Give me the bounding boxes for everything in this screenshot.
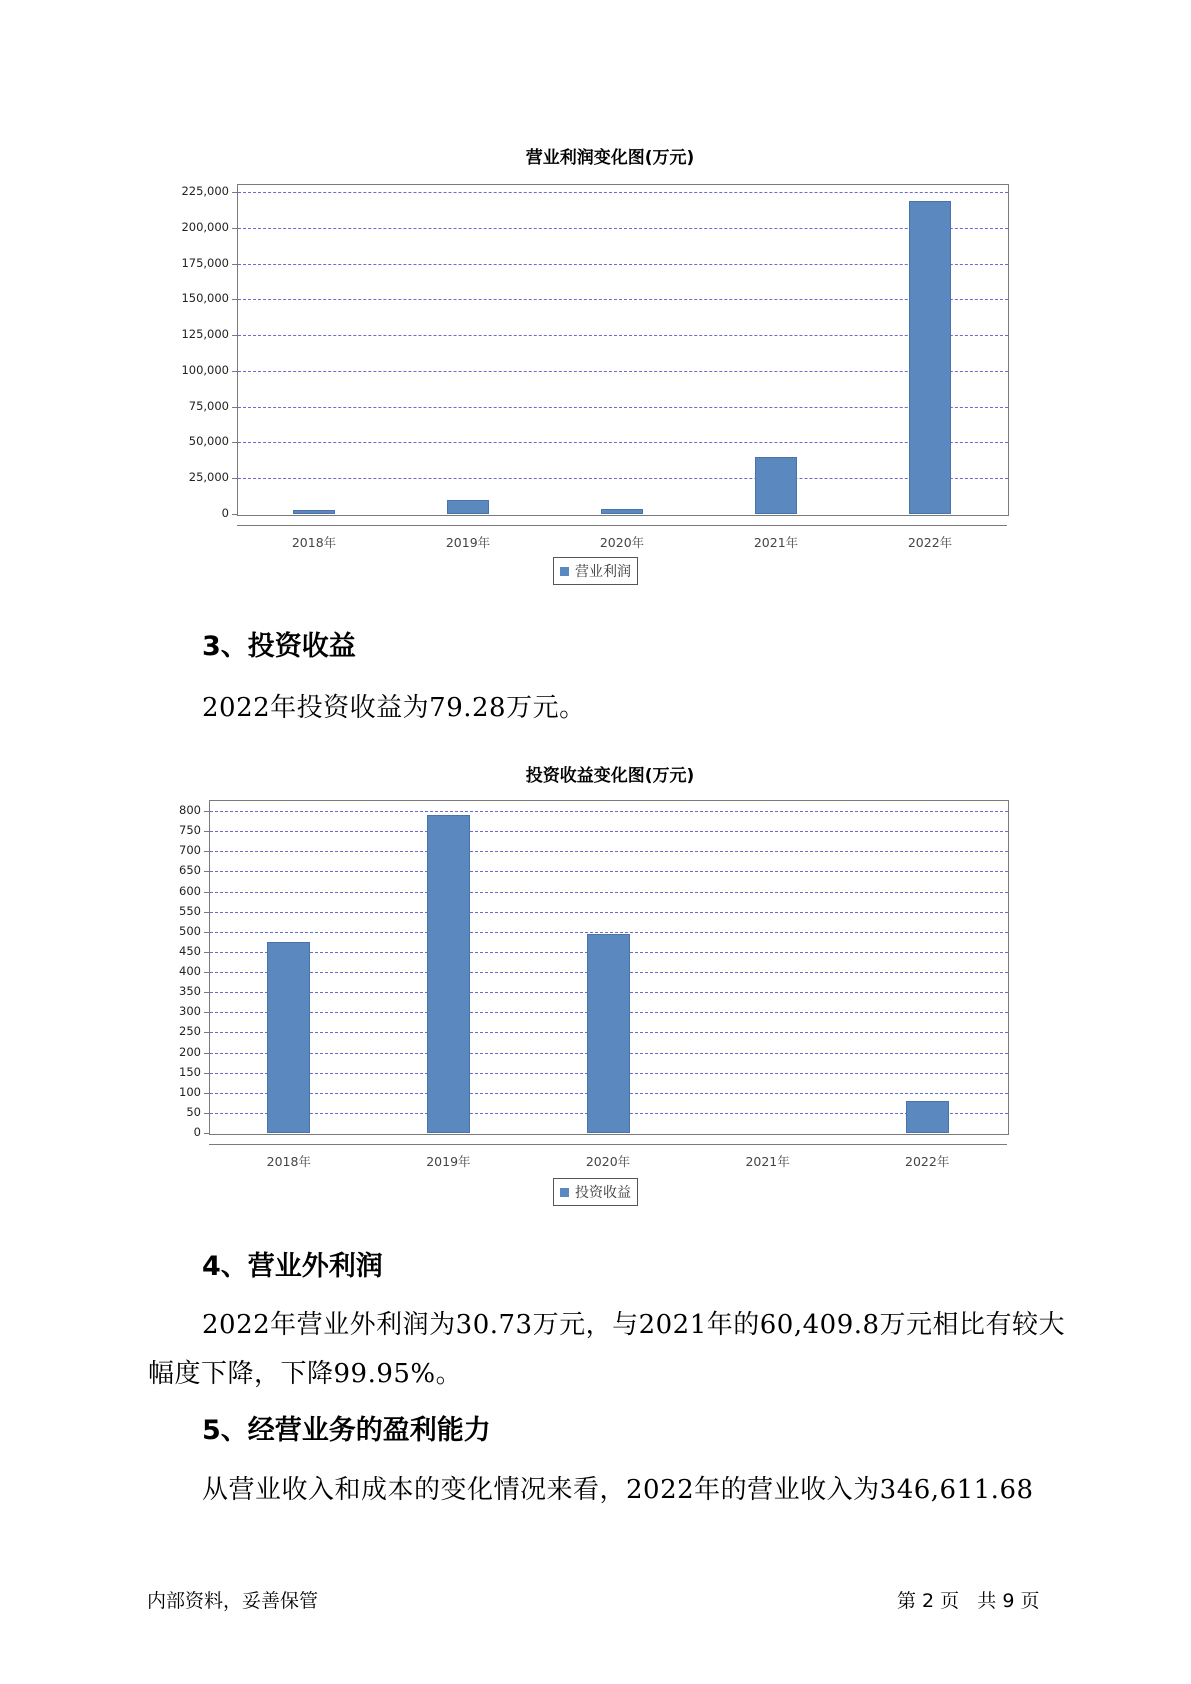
chart2-xtick-label: 2018年 [266,1154,311,1169]
chart1-title: 营业利润变化图(万元) [525,148,695,168]
section5-heading: 5、经营业务的盈利能力 [202,1415,491,1446]
chart2-gridline [210,851,1008,852]
section3-text: 2022年投资收益为79.28万元。 [202,693,586,723]
section5-text: 从营业收入和成本的变化情况来看，2022年的营业收入为346,611.68 [202,1475,1034,1505]
chart1-x-axis [237,525,1007,526]
chart1-bar-2020年 [601,509,643,514]
chart1-xtick-label: 2022年 [907,535,953,550]
chart2-ytick-label: 600 [179,883,201,898]
chart1-ytick-label: 225,000 [181,184,229,198]
chart1-xtick-label: 2019年 [445,535,491,550]
chart1-ytick-mark [232,407,237,408]
chart1-bar-2021年 [755,457,797,514]
chart1-bar-2018年 [293,510,335,514]
chart2-ytick-mark [204,831,209,832]
chart1-gridline [238,228,1008,229]
chart2-xtick-label: 2022年 [905,1154,950,1169]
chart2-ytick-mark [204,1032,209,1033]
chart2-ytick-mark [204,1012,209,1013]
chart1-plot-area [237,184,1009,516]
chart1-ytick-mark [232,299,237,300]
chart2-ytick-mark [204,1053,209,1054]
chart2-ytick-label: 150 [179,1064,201,1079]
chart2-ytick-label: 300 [179,1004,201,1019]
chart2-ytick-label: 0 [193,1125,201,1139]
chart1-legend-swatch [560,567,569,576]
chart2-xtick-label: 2021年 [745,1154,790,1169]
chart2-ytick-mark [204,952,209,953]
chart1-ytick-mark [232,192,237,193]
section4-line2: 幅度下降，下降99.95%。 [148,1359,463,1389]
chart2-ytick-mark [204,1073,209,1074]
chart1-gridline [238,335,1008,336]
chart1-gridline [238,371,1008,372]
chart1-ytick-mark [232,228,237,229]
chart2-gridline [210,932,1008,933]
chart1-ytick-label: 200,000 [181,219,229,234]
chart1-ytick-label: 175,000 [181,255,229,270]
chart1-bar-2019年 [447,500,489,514]
section4-heading: 4、营业外利润 [202,1251,383,1282]
chart1-ytick-label: 75,000 [188,398,229,413]
section4-line1: 2022年营业外利润为30.73万元，与2021年的60,409.8万元相比有较大 [202,1310,1066,1340]
chart2-ytick-label: 50 [186,1104,201,1119]
chart1-ytick-mark [232,478,237,479]
chart1-gridline [238,442,1008,443]
chart1-ytick-label: 125,000 [181,327,229,342]
chart2-bar-2019年 [427,815,470,1133]
chart1-xtick-label: 2018年 [291,535,337,550]
chart2-ytick-label: 650 [179,863,201,878]
chart2-ytick-mark [204,871,209,872]
chart2-ytick-label: 400 [179,964,201,978]
chart1-xtick-label: 2020年 [599,535,645,550]
footer-left: 内部资料，妥善保管 [147,1590,319,1612]
chart2-gridline [210,871,1008,872]
chart2-gridline [210,912,1008,913]
chart1-ytick-mark [232,371,237,372]
chart2-bar-2020年 [587,934,630,1133]
chart2-ytick-label: 700 [179,843,201,858]
chart2-xtick-label: 2019年 [426,1154,471,1169]
chart2-ytick-mark [204,811,209,812]
chart2-ytick-label: 250 [179,1024,201,1039]
chart2-bar-2018年 [267,942,310,1133]
chart2-ytick-label: 500 [179,923,201,938]
chart1-ytick-mark [232,335,237,336]
chart1-ytick-mark [232,442,237,443]
chart2-legend-label: 投资收益 [575,1185,631,1201]
chart1-bar-2022年 [909,201,951,514]
chart2-ytick-mark [204,1093,209,1094]
chart2-ytick-mark [204,1113,209,1114]
chart2-gridline [210,892,1008,893]
chart1-gridline [238,264,1008,265]
chart2-ytick-mark [204,892,209,893]
chart1-gridline [238,299,1008,300]
chart2-ytick-mark [204,992,209,993]
chart2-ytick-mark [204,972,209,973]
chart2-gridline [210,831,1008,832]
footer-page: 第 2 页 共 9 页 [897,1590,1040,1612]
chart1-ytick-mark [232,514,237,515]
chart2-ytick-mark [204,851,209,852]
chart1-legend [553,557,638,585]
chart2-ytick-mark [204,1133,209,1134]
chart2-ytick-mark [204,912,209,913]
chart1-xtick-label: 2021年 [753,535,799,550]
chart1-gridline [238,478,1008,479]
chart1-legend-label: 营业利润 [575,564,631,580]
chart2-ytick-label: 200 [179,1044,201,1059]
chart2-ytick-mark [204,932,209,933]
chart2-ytick-label: 550 [179,903,201,918]
chart1-gridline [238,407,1008,408]
chart1-ytick-label: 50,000 [188,434,229,449]
chart1-ytick-mark [232,264,237,265]
chart1-gridline [238,192,1008,193]
chart2-bar-2022年 [906,1101,949,1133]
chart2-legend [553,1178,638,1206]
chart2-xtick-label: 2020年 [585,1154,631,1169]
chart2-ytick-label: 800 [179,803,201,817]
chart2-title: 投资收益变化图(万元) [525,766,695,786]
chart2-gridline [210,811,1008,812]
section3-heading: 3、投资收益 [202,631,356,662]
chart2-x-axis [209,1144,1007,1145]
chart1-ytick-label: 100,000 [181,362,229,377]
chart1-ytick-label: 150,000 [181,291,229,306]
chart2-ytick-label: 750 [179,823,201,838]
chart1-ytick-label: 0 [221,506,229,520]
chart2-ytick-label: 450 [179,943,201,958]
chart2-ytick-label: 100 [179,1084,201,1099]
chart2-legend-swatch [560,1188,569,1197]
chart2-ytick-label: 350 [179,984,201,999]
chart1-ytick-label: 25,000 [188,470,229,485]
